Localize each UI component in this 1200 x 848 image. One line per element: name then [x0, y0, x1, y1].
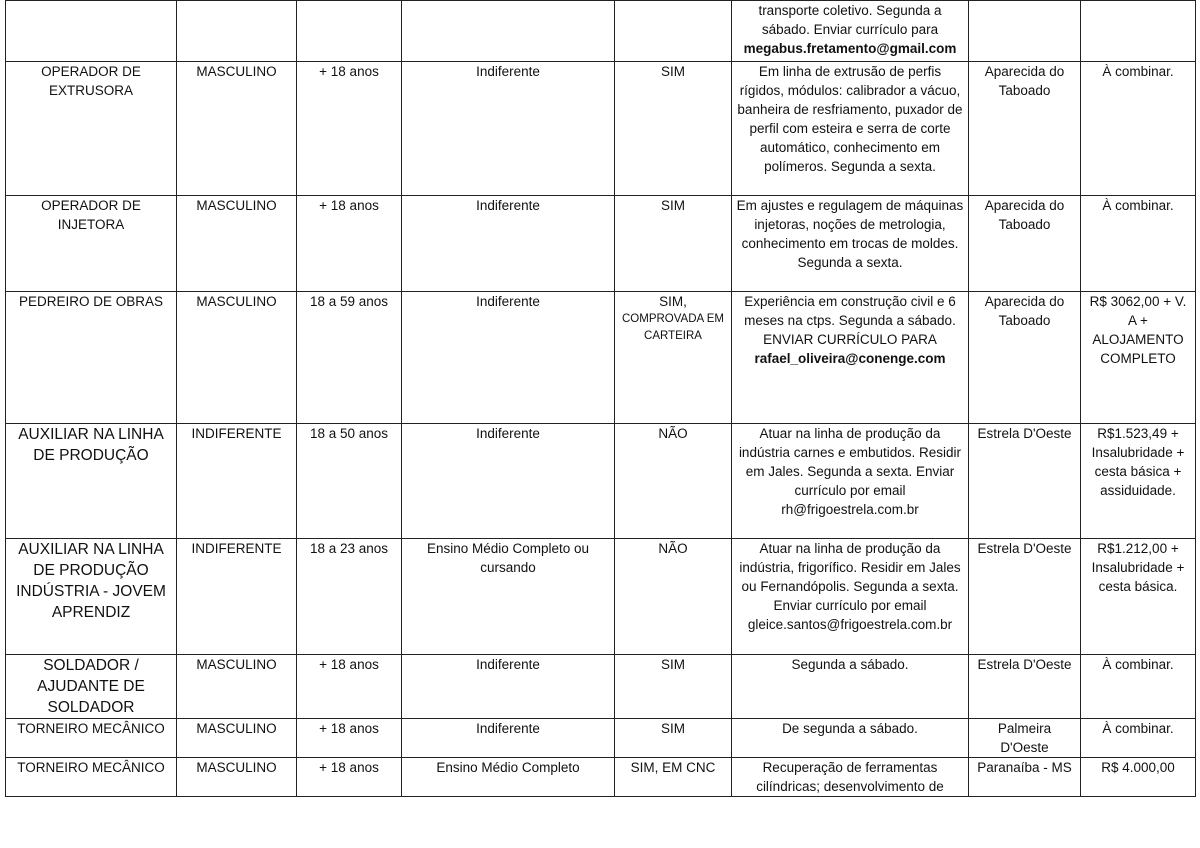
- education-cell: Indiferente: [402, 655, 615, 719]
- city-cell: Estrela D'Oeste: [969, 539, 1081, 655]
- city-cell: Aparecida do Taboado: [969, 292, 1081, 424]
- salary-cell: À combinar.: [1081, 655, 1196, 719]
- age-cell: + 18 anos: [297, 196, 402, 292]
- job-title-cell: SOLDADOR / AJUDANTE DE SOLDADOR: [6, 655, 177, 719]
- table-row: [6, 758, 1196, 797]
- description-cell: Segunda a sábado.: [732, 655, 969, 719]
- salary-cell: À combinar.: [1081, 719, 1196, 758]
- city-cell: [969, 1, 1081, 62]
- experience-cell: SIM: [615, 196, 732, 292]
- contact-email: rafael_oliveira@conenge.com: [754, 351, 946, 366]
- salary-cell: [1081, 1, 1196, 62]
- job-title-cell: PEDREIRO DE OBRAS: [6, 292, 177, 424]
- city-cell: Palmeira D'Oeste: [969, 719, 1081, 758]
- sex-cell: INDIFERENTE: [177, 539, 297, 655]
- age-cell: + 18 anos: [297, 62, 402, 196]
- city-cell: Estrela D'Oeste: [969, 655, 1081, 719]
- job-title-cell: AUXILIAR NA LINHA DE PRODUÇÃO: [6, 424, 177, 539]
- description-cell: [732, 1, 969, 62]
- experience-cell: SIM: [615, 719, 732, 758]
- city-cell: Paranaíba - MS: [969, 758, 1081, 797]
- city-cell: Estrela D'Oeste: [969, 424, 1081, 539]
- description-cell: Atuar na linha de produção da indústria carnes e embutidos. Residir em Jales. Segunda a sexta. Enviar currículo por email rh@frigoestrela.com.br: [732, 424, 969, 539]
- description-text: ENVIAR CURRÍCULO PARA: [763, 332, 937, 347]
- education-cell: Indiferente: [402, 424, 615, 539]
- age-cell: + 18 anos: [297, 758, 402, 797]
- job-title-cell: TORNEIRO MECÂNICO: [6, 758, 177, 797]
- education-cell: Ensino Médio Completo: [402, 758, 615, 797]
- education-cell: Indiferente: [402, 196, 615, 292]
- job-title-cell: TORNEIRO MECÂNICO: [6, 719, 177, 758]
- education-cell: Indiferente: [402, 292, 615, 424]
- experience-cell: SIM, EM CNC: [615, 758, 732, 797]
- contact-email: megabus.fretamento@gmail.com: [743, 41, 957, 56]
- description-cell: Em ajustes e regulagem de máquinas injetoras, noções de metrologia, conhecimento em trocas de moldes. Segunda a sexta.: [732, 196, 969, 292]
- description-cell: [732, 292, 969, 424]
- sex-cell: MASCULINO: [177, 196, 297, 292]
- experience-cell: SIM: [615, 62, 732, 196]
- age-cell: 18 a 59 anos: [297, 292, 402, 424]
- job-title-cell: [6, 1, 177, 62]
- description-cell: Atuar na linha de produção da indústria, frigorífico. Residir em Jales ou Fernandópolis. Segunda a sexta. Enviar currículo por email gleice.santos@frigoestrela.com.br: [732, 539, 969, 655]
- table-row: [6, 719, 1196, 758]
- salary-cell: R$1.523,49 + Insalubridade + cesta básica + assiduidade.: [1081, 424, 1196, 539]
- job-title-cell: OPERADOR DE EXTRUSORA: [6, 62, 177, 196]
- education-cell: Indiferente: [402, 719, 615, 758]
- job-vacancies-table: [5, 0, 1196, 797]
- salary-cell: R$1.212,00 + Insalubridade + cesta básica.: [1081, 539, 1196, 655]
- sex-cell: MASCULINO: [177, 719, 297, 758]
- education-cell: [402, 1, 615, 62]
- sex-cell: MASCULINO: [177, 655, 297, 719]
- experience-cell: NÃO: [615, 539, 732, 655]
- table-row: [6, 1, 1196, 62]
- sex-cell: [177, 1, 297, 62]
- description-cell: Em linha de extrusão de perfis rígidos, módulos: calibrador a vácuo, banheira de resfriamento, puxador de perfil com esteira e serra de corte automático, conhecimento em polímeros. Segunda a sexta.: [732, 62, 969, 196]
- sex-cell: MASCULINO: [177, 758, 297, 797]
- experience-value: SIM,: [659, 294, 687, 309]
- table-row: [6, 292, 1196, 424]
- job-title-cell: AUXILIAR NA LINHA DE PRODUÇÃO INDÚSTRIA - JOVEM APRENDIZ: [6, 539, 177, 655]
- description-cell: De segunda a sábado.: [732, 719, 969, 758]
- salary-cell: R$ 3062,00 + V. A + ALOJAMENTO COMPLETO: [1081, 292, 1196, 424]
- city-cell: Aparecida do Taboado: [969, 62, 1081, 196]
- sex-cell: MASCULINO: [177, 292, 297, 424]
- description-text: transporte coletivo. Segunda a: [758, 3, 942, 18]
- table-row: [6, 424, 1196, 539]
- experience-cell: [615, 1, 732, 62]
- table-row: [6, 655, 1196, 719]
- table-row: [6, 62, 1196, 196]
- description-text: sábado. Enviar currículo para: [761, 22, 939, 37]
- experience-cell: NÃO: [615, 424, 732, 539]
- description-cell: Recuperação de ferramentas cilíndricas; desenvolvimento de: [732, 758, 969, 797]
- description-text: Experiência em construção civil e 6 meses na ctps. Segunda a sábado.: [744, 294, 956, 328]
- salary-cell: À combinar.: [1081, 62, 1196, 196]
- salary-cell: R$ 4.000,00: [1081, 758, 1196, 797]
- age-cell: 18 a 23 anos: [297, 539, 402, 655]
- age-cell: + 18 anos: [297, 719, 402, 758]
- age-cell: [297, 1, 402, 62]
- experience-cell: SIM: [615, 655, 732, 719]
- experience-note: COMPROVADA EM CARTEIRA: [621, 313, 725, 342]
- education-cell: Indiferente: [402, 62, 615, 196]
- age-cell: + 18 anos: [297, 655, 402, 719]
- job-title-cell: OPERADOR DE INJETORA: [6, 196, 177, 292]
- sex-cell: MASCULINO: [177, 62, 297, 196]
- table-row: [6, 539, 1196, 655]
- experience-cell: [615, 292, 732, 424]
- age-cell: 18 a 50 anos: [297, 424, 402, 539]
- table-row: [6, 196, 1196, 292]
- salary-cell: À combinar.: [1081, 196, 1196, 292]
- sex-cell: INDIFERENTE: [177, 424, 297, 539]
- city-cell: Aparecida do Taboado: [969, 196, 1081, 292]
- education-cell: Ensino Médio Completo ou cursando: [402, 539, 615, 655]
